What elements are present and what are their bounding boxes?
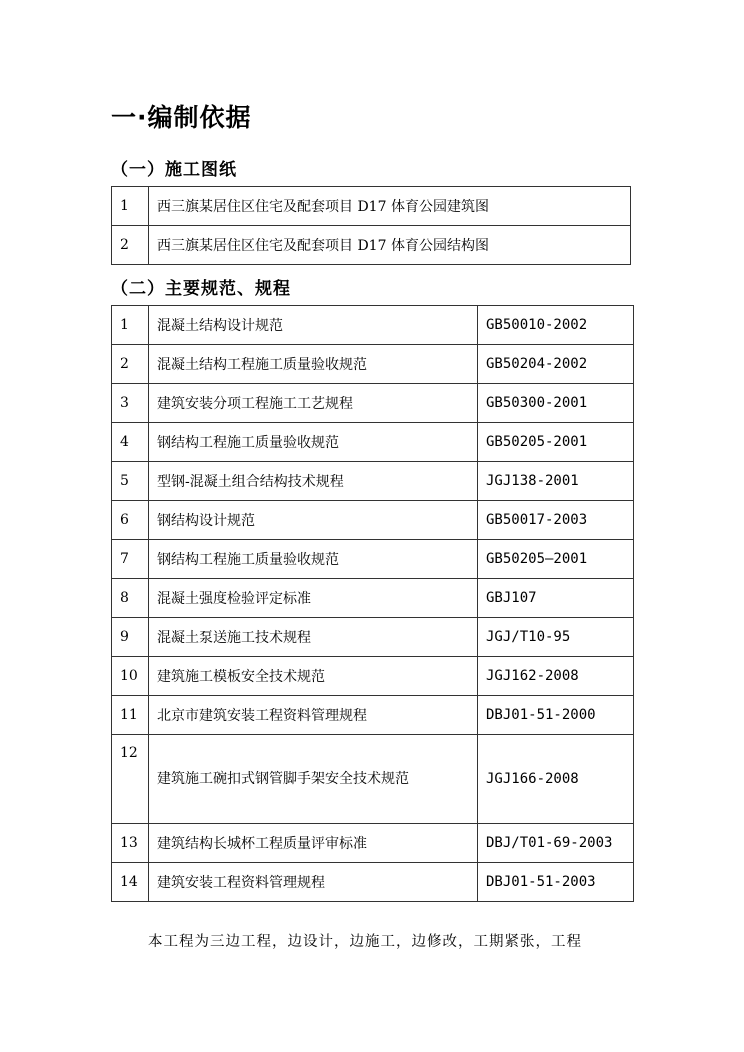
table-row bbox=[112, 306, 634, 345]
row-number: 6 bbox=[112, 501, 149, 540]
table-row bbox=[112, 462, 634, 501]
norm-name: 建筑施工模板安全技术规范 bbox=[149, 657, 478, 696]
section-title-drawings: （一）施工图纸 bbox=[111, 160, 237, 180]
norm-code: DBJ01-51-2000 bbox=[478, 696, 634, 735]
row-number: 12 bbox=[112, 735, 149, 824]
table-row bbox=[112, 540, 634, 579]
norm-code: JGJ/T10-95 bbox=[478, 618, 634, 657]
norm-code: DBJ01-51-2003 bbox=[478, 863, 634, 902]
page-title: 一·编制依据 bbox=[111, 103, 252, 132]
drawings-table bbox=[111, 186, 631, 265]
row-number: 11 bbox=[112, 696, 149, 735]
norm-name: 北京市建筑安装工程资料管理规程 bbox=[149, 696, 478, 735]
drawing-name: 西三旗某居住区住宅及配套项目 D17 体育公园建筑图 bbox=[149, 187, 631, 226]
table-row bbox=[112, 501, 634, 540]
norm-name: 混凝土强度检验评定标准 bbox=[149, 579, 478, 618]
norm-code: GBJ107 bbox=[478, 579, 634, 618]
table-row bbox=[112, 696, 634, 735]
row-number: 1 bbox=[112, 187, 149, 226]
row-number: 14 bbox=[112, 863, 149, 902]
norm-code: JGJ138-2001 bbox=[478, 462, 634, 501]
table-row bbox=[112, 226, 631, 265]
table-row bbox=[112, 863, 634, 902]
norm-name: 建筑结构长城杯工程质量评审标准 bbox=[149, 824, 478, 863]
norm-name: 混凝土泵送施工技术规程 bbox=[149, 618, 478, 657]
norm-name: 建筑安装工程资料管理规程 bbox=[149, 863, 478, 902]
table-row bbox=[112, 735, 634, 824]
section-title-norms: （二）主要规范、规程 bbox=[111, 279, 291, 299]
norm-code: JGJ166-2008 bbox=[478, 735, 634, 824]
norm-name: 建筑施工碗扣式钢管脚手架安全技术规范 bbox=[149, 735, 478, 824]
norm-name: 型钢-混凝土组合结构技术规程 bbox=[149, 462, 478, 501]
row-number: 7 bbox=[112, 540, 149, 579]
row-number: 9 bbox=[112, 618, 149, 657]
row-number: 1 bbox=[112, 306, 149, 345]
row-number: 8 bbox=[112, 579, 149, 618]
table-row bbox=[112, 618, 634, 657]
row-number: 5 bbox=[112, 462, 149, 501]
norm-code: GB50300-2001 bbox=[478, 384, 634, 423]
drawing-name: 西三旗某居住区住宅及配套项目 D17 体育公园结构图 bbox=[149, 226, 631, 265]
norm-name: 钢结构工程施工质量验收规范 bbox=[149, 423, 478, 462]
table-row bbox=[112, 384, 634, 423]
body-paragraph: 本工程为三边工程，边设计，边施工，边修改，工期紧张，工程 bbox=[148, 934, 582, 950]
norms-table bbox=[111, 305, 634, 902]
row-number: 2 bbox=[112, 345, 149, 384]
norm-name: 建筑安装分项工程施工工艺规程 bbox=[149, 384, 478, 423]
norm-name: 钢结构工程施工质量验收规范 bbox=[149, 540, 478, 579]
row-number: 13 bbox=[112, 824, 149, 863]
norm-name: 钢结构设计规范 bbox=[149, 501, 478, 540]
norm-code: JGJ162-2008 bbox=[478, 657, 634, 696]
norm-name: 混凝土结构设计规范 bbox=[149, 306, 478, 345]
row-number: 3 bbox=[112, 384, 149, 423]
norm-code: GB50017-2003 bbox=[478, 501, 634, 540]
row-number: 4 bbox=[112, 423, 149, 462]
norm-code: GB50205-2001 bbox=[478, 423, 634, 462]
norm-code: GB50010-2002 bbox=[478, 306, 634, 345]
norm-name: 混凝土结构工程施工质量验收规范 bbox=[149, 345, 478, 384]
norm-code: DBJ/T01-69-2003 bbox=[478, 824, 634, 863]
table-row bbox=[112, 579, 634, 618]
table-row bbox=[112, 187, 631, 226]
table-row bbox=[112, 657, 634, 696]
norm-code: GB50205—2001 bbox=[478, 540, 634, 579]
table-row bbox=[112, 345, 634, 384]
row-number: 2 bbox=[112, 226, 149, 265]
table-row bbox=[112, 824, 634, 863]
norm-code: GB50204-2002 bbox=[478, 345, 634, 384]
table-row bbox=[112, 423, 634, 462]
row-number: 10 bbox=[112, 657, 149, 696]
